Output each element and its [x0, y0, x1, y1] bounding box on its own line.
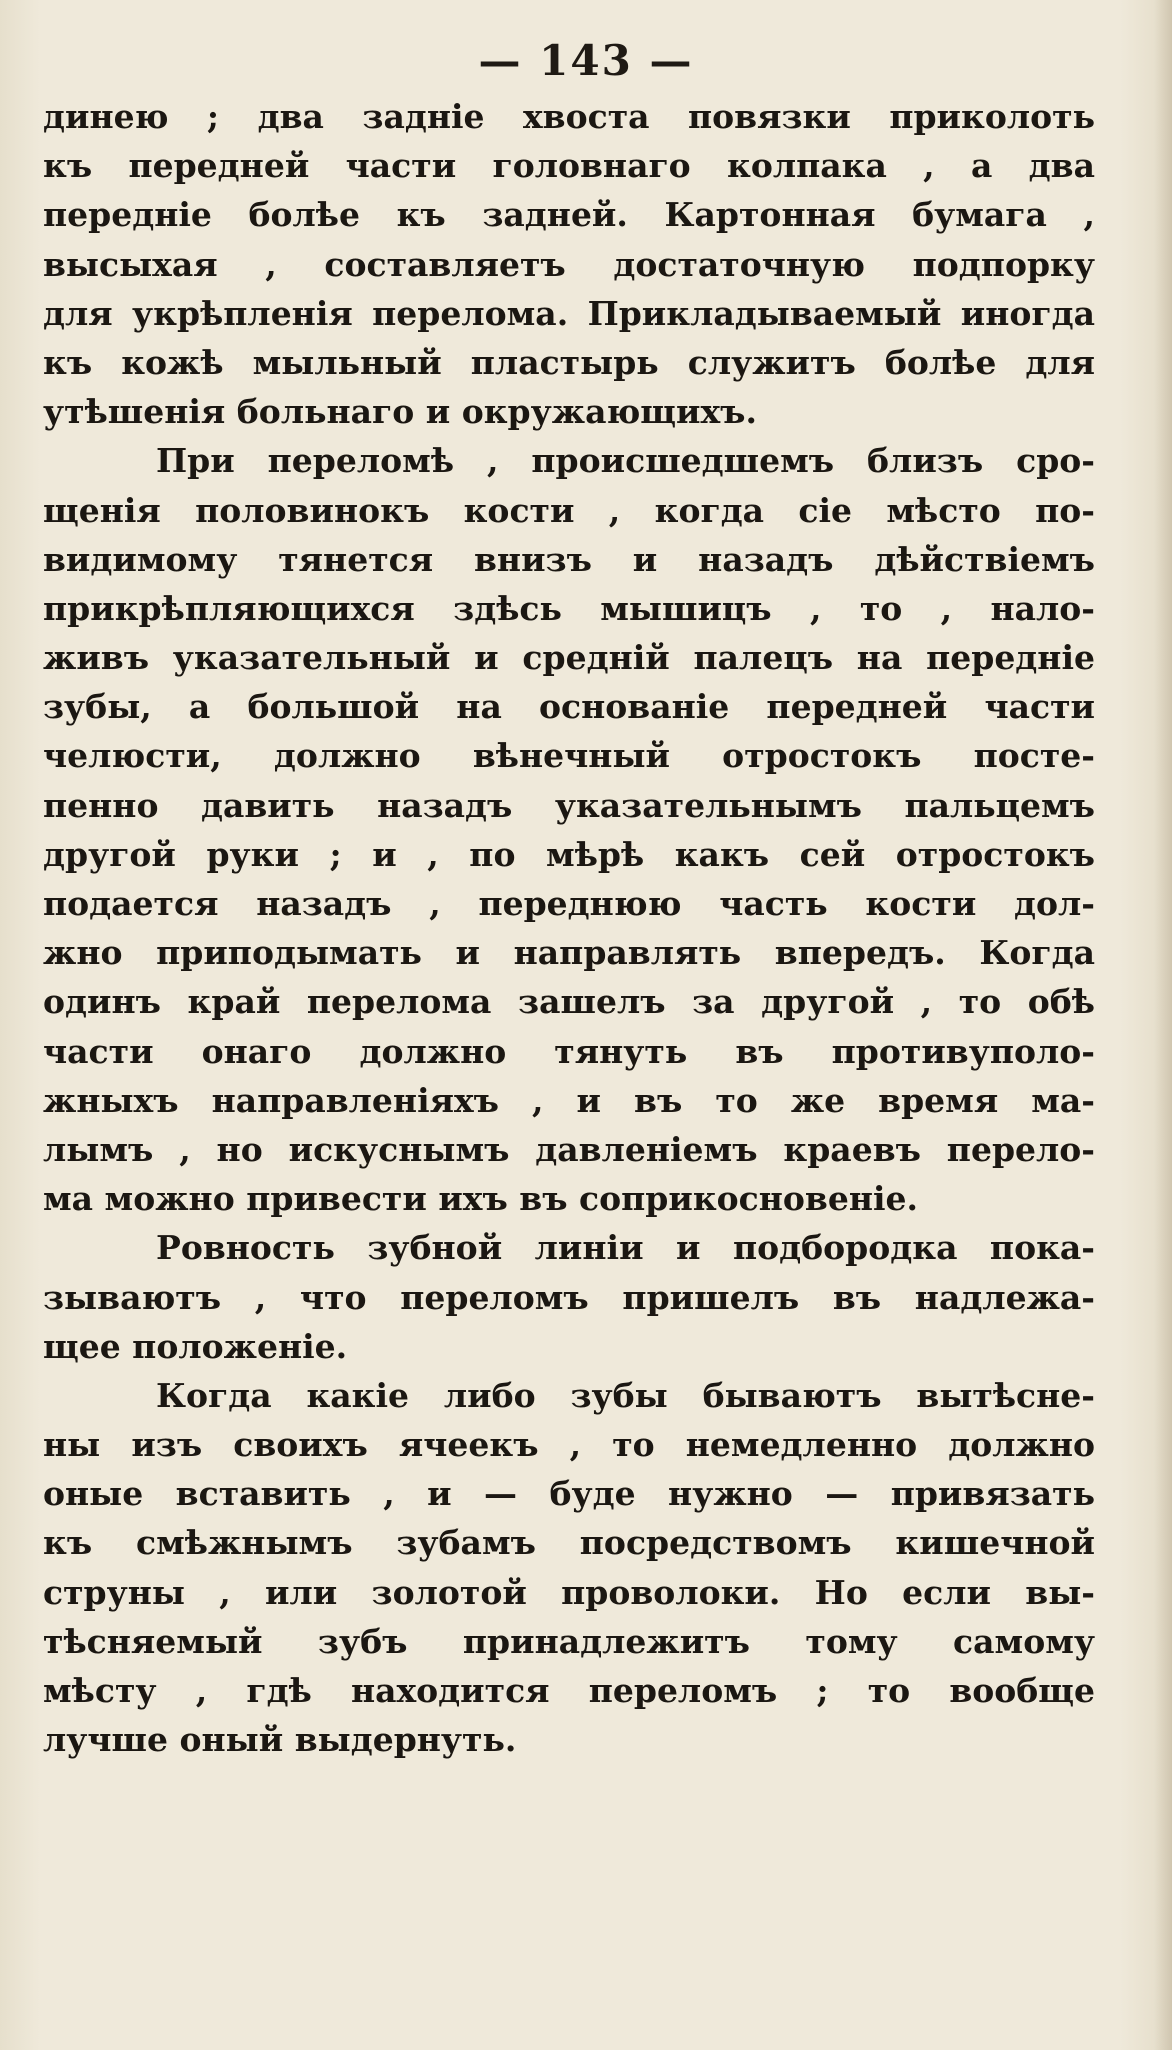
- text-line: передніе болѣе къ задней. Картонная бумага ,: [43, 195, 1095, 235]
- paragraph: [43, 1223, 1095, 1371]
- text-line: подается назадъ , переднюю часть кости дол-: [43, 884, 1095, 923]
- text-line: оные вставить , и — буде нужно — привязать: [43, 1474, 1095, 1514]
- paragraph: [43, 92, 1095, 436]
- text-line: для укрѣпленія перелома. Прикладываемый иногда: [43, 293, 1095, 333]
- text-line: динею ; два задніе хвоста повязки приколоть: [43, 97, 1095, 136]
- text-line: утѣшенія больнаго и окружающихъ.: [43, 392, 757, 432]
- text-line: ма можно привести ихъ въ соприкосновеніе.: [43, 1179, 919, 1219]
- text-line: щенія половинокъ кости , когда сіе мѣсто по-: [43, 490, 1095, 530]
- text-line: мѣсту , гдѣ находится переломъ ; то вообще: [43, 1671, 1095, 1710]
- paragraph: [43, 1371, 1095, 1765]
- text-line: видимому тянется внизъ и назадъ дѣйствіемъ: [43, 539, 1095, 579]
- text-line: зываютъ , что переломъ пришелъ въ надлежа-: [43, 1277, 1095, 1317]
- text-line: пенно давить назадъ указательнымъ пальцемъ: [43, 785, 1095, 825]
- text-line: живъ указательный и средній палецъ на передніе: [43, 638, 1095, 678]
- text-line: щее положеніе.: [43, 1326, 348, 1366]
- text-line: При переломѣ , происшедшемъ близъ сро-: [156, 441, 1095, 481]
- text-line: высыхая , составляетъ достаточную подпорку: [43, 244, 1095, 284]
- text-line: части онаго должно тянуть въ противуполо-: [43, 1031, 1095, 1071]
- text-line: жныхъ направленіяхъ , и въ то же время ма-: [43, 1080, 1095, 1120]
- text-line: прикрѣпляющихся здѣсь мышицъ , то , нало-: [43, 588, 1095, 628]
- text-line: къ кожѣ мыльный пластырь служитъ болѣе для: [43, 342, 1095, 382]
- text-line: лымъ , но искуснымъ давленіемъ краевъ перело-: [43, 1129, 1095, 1169]
- text-line: челюсти, должно вѣнечный отростокъ посте-: [43, 736, 1095, 776]
- text-line: Когда какіе либо зубы бываютъ вытѣсне-: [156, 1375, 1095, 1415]
- page-number: — 143 —: [478, 36, 694, 85]
- text-line: другой руки ; и , по мѣрѣ какъ сей отростокъ: [43, 834, 1095, 874]
- text-line: ны изъ своихъ ячеекъ , то немедленно должно: [43, 1425, 1095, 1465]
- text-line: къ передней части головнаго колпака , а два: [43, 146, 1095, 186]
- text-line: тѣсняемый зубъ принадлежитъ тому самому: [43, 1621, 1095, 1661]
- text-line: зубы, а большой на основаніе передней части: [43, 687, 1095, 727]
- text-line: жно приподымать и направлять впередъ. Когда: [43, 933, 1095, 973]
- text-line: къ смѣжнымъ зубамъ посредствомъ кишечной: [43, 1523, 1095, 1563]
- text-line: одинъ край перелома зашелъ за другой , то обѣ: [43, 982, 1095, 1022]
- body-text: [43, 92, 1095, 1764]
- text-line: Ровность зубной линіи и подбородка пока-: [156, 1228, 1095, 1268]
- paragraph: [43, 436, 1095, 1223]
- page-edge-shadow: [1154, 0, 1172, 2050]
- text-line: струны , или золотой проволоки. Но если вы-: [43, 1572, 1095, 1612]
- text-line: лучше оный выдернуть.: [43, 1720, 517, 1760]
